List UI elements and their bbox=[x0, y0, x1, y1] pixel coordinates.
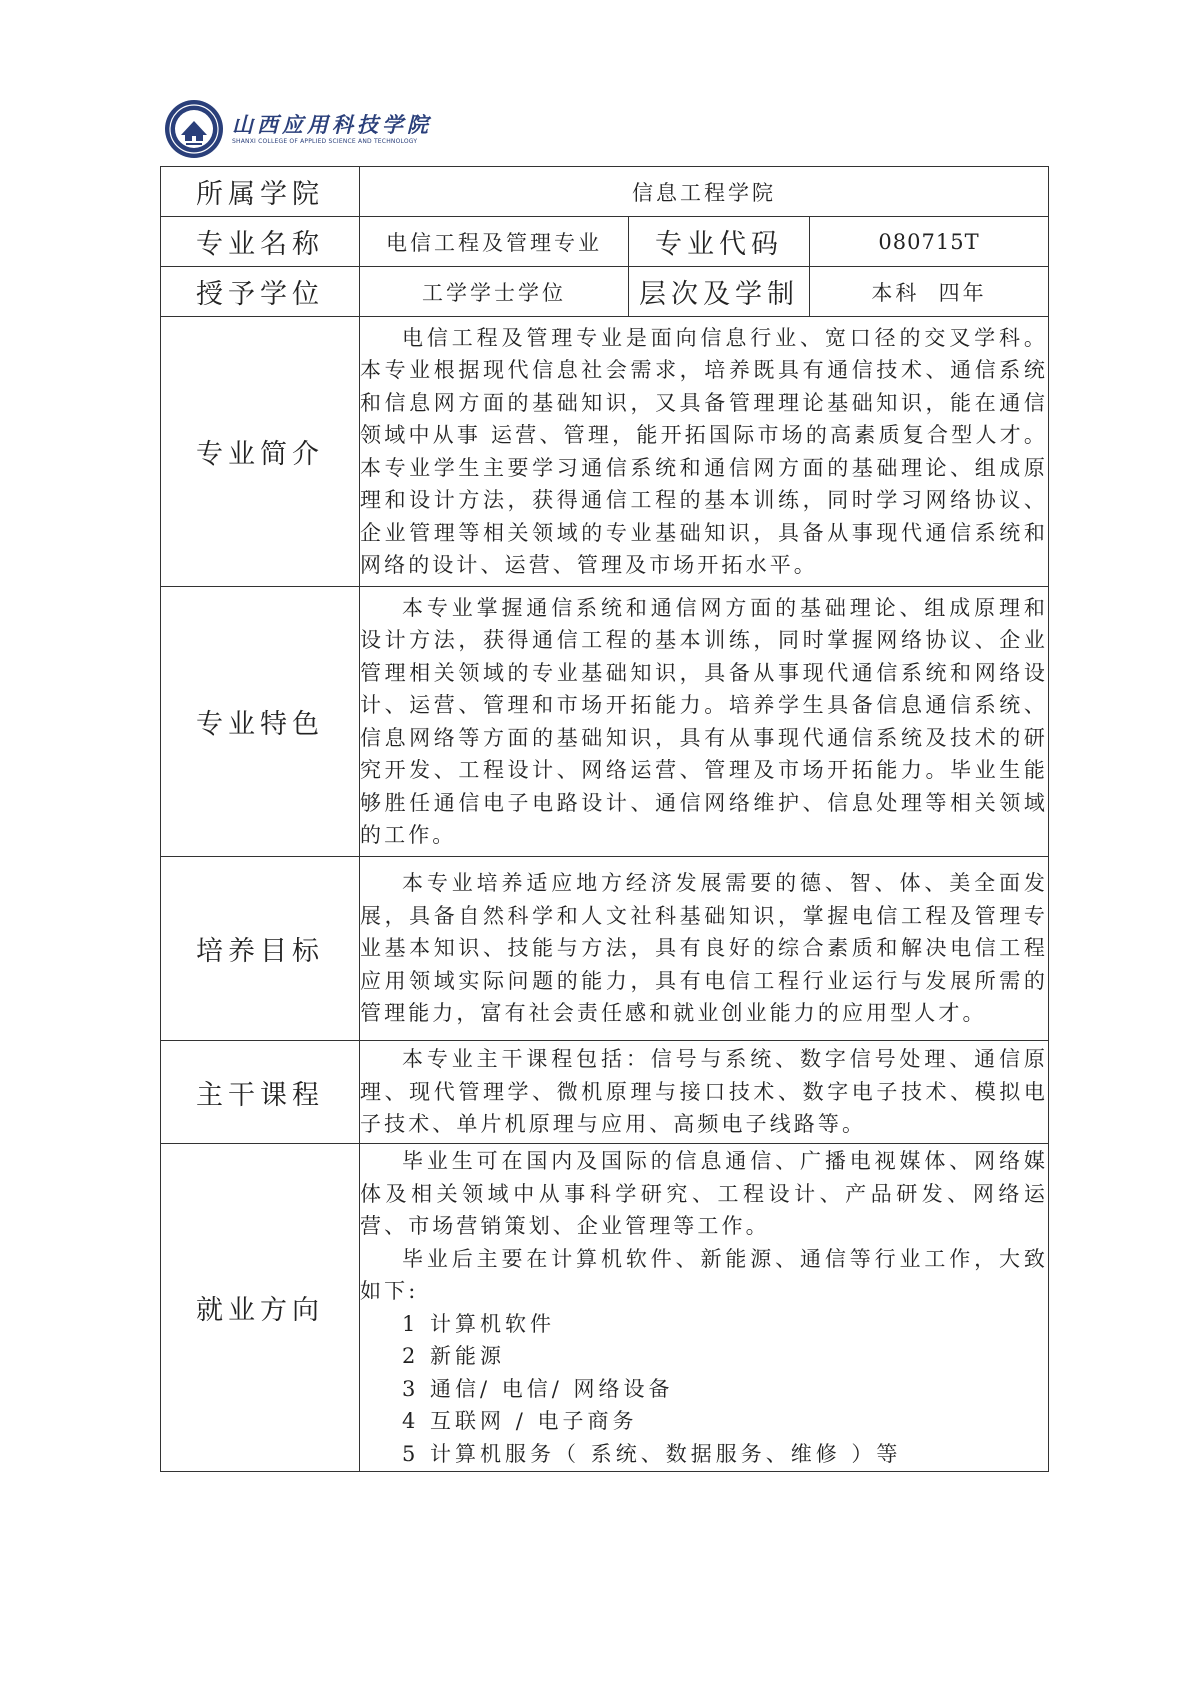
intro-label: 专业简介 bbox=[161, 317, 360, 587]
level-value: 本科 四年 bbox=[810, 267, 1049, 317]
level-label: 层次及学制 bbox=[629, 267, 810, 317]
row-goal bbox=[161, 857, 1049, 1041]
career-list-item: 4 互联网 / 电子商务 bbox=[402, 1409, 638, 1433]
major-info-table bbox=[160, 166, 1049, 1472]
intro-text: 电信工程及管理专业是面向信息行业、宽口径的交叉学科。本专业根据现代信息社会需求，培养既具有通信技术、通信系统和信息网方面的基础知识，又具备管理理论基础知识，能在通信领域中从事 运营、管理，能开拓国际市场的高素质复合型人才。本专业学生主要学习通信系统和通信网方面的基础理论、组成原理和设计方法，获得通信工程的基本训练，同时学习网络协议、企业管理等相关领域的专业基础知识，具备从事现代通信系统和网络的设计、运营、管理及市场开拓水平。 bbox=[360, 325, 1049, 577]
college-logo-cn: 山西应用科技学院 bbox=[232, 111, 432, 137]
career-label: 就业方向 bbox=[161, 1144, 360, 1472]
row-career bbox=[161, 1144, 1049, 1472]
course-cell bbox=[360, 1041, 1049, 1144]
major-code-label: 专业代码 bbox=[629, 217, 810, 267]
row-major-name bbox=[161, 217, 1049, 267]
career-cell bbox=[360, 1144, 1049, 1472]
intro-cell bbox=[360, 317, 1049, 587]
career-list bbox=[360, 1308, 1048, 1471]
row-college bbox=[161, 167, 1049, 217]
degree-value: 工学学士学位 bbox=[360, 267, 629, 317]
major-name-value: 电信工程及管理专业 bbox=[360, 217, 629, 267]
feature-text: 本专业掌握通信系统和通信网方面的基础理论、组成原理和设计方法，获得通信工程的基本训练，同时掌握网络协议、企业管理相关领域的专业基础知识，具备从事现代通信系统和网络设计、运营、管理和市场开拓能力。培养学生具备信息通信系统、信息网络等方面的基础知识，具有从事现代通信系统及技术的研究开发、工程设计、网络运营、管理及市场开拓能力。毕业生能够胜任通信电子电路设计、通信网络维护、信息处理等相关领域的工作。 bbox=[360, 595, 1049, 847]
document-header bbox=[164, 99, 432, 159]
career-text-1: 毕业生可在国内及国际的信息通信、广播电视媒体、网络媒体及相关领域中从事科学研究、工程设计、产品研发、网络运营、市场营销策划、企业管理等工作。 bbox=[360, 1149, 1049, 1238]
career-text-2: 毕业后主要在计算机软件、新能源、通信等行业工作，大致如下: bbox=[360, 1246, 1049, 1303]
college-label: 所属学院 bbox=[161, 167, 360, 217]
college-logo-en: SHANXI COLLEGE OF APPLIED SCIENCE AND TECHNOLOGY bbox=[232, 137, 418, 145]
career-list-item: 3 通信/ 电信/ 网络设备 bbox=[402, 1376, 674, 1401]
row-feature bbox=[161, 587, 1049, 857]
course-text: 本专业主干课程包括：信号与系统、数字信号处理、通信原理、现代管理学、微机原理与接口技术、数字电子技术、模拟电子技术、单片机原理与应用、高频电子线路等。 bbox=[360, 1047, 1049, 1137]
row-degree bbox=[161, 267, 1049, 317]
major-code-value: 080715T bbox=[810, 217, 1049, 267]
goal-text: 本专业培养适应地方经济发展需要的德、智、体、美全面发展，具备自然科学和人文社科基础知识，掌握电信工程及管理专业基本知识、技能与方法，具有良好的综合素质和解决电信工程应用领域实际问题的能力，具有电信工程行业运行与发展所需的管理能力，富有社会责任感和就业创业能力的应用型人才。 bbox=[360, 871, 1049, 1026]
row-intro bbox=[161, 317, 1049, 587]
feature-label: 专业特色 bbox=[161, 587, 360, 857]
college-seal-icon bbox=[164, 99, 224, 159]
degree-label: 授予学位 bbox=[161, 267, 360, 317]
goal-label: 培养目标 bbox=[161, 857, 360, 1041]
career-list-item: 2 新能源 bbox=[402, 1344, 506, 1368]
career-list-item: 5 计算机服务（ 系统、数据服务、维修 ）等 bbox=[402, 1441, 902, 1466]
major-name-label: 专业名称 bbox=[161, 217, 360, 267]
feature-cell bbox=[360, 587, 1049, 857]
career-list-item: 1 计算机软件 bbox=[402, 1311, 556, 1336]
row-course bbox=[161, 1041, 1049, 1144]
college-value: 信息工程学院 bbox=[360, 167, 1049, 217]
goal-cell bbox=[360, 857, 1049, 1041]
course-label: 主干课程 bbox=[161, 1041, 360, 1144]
